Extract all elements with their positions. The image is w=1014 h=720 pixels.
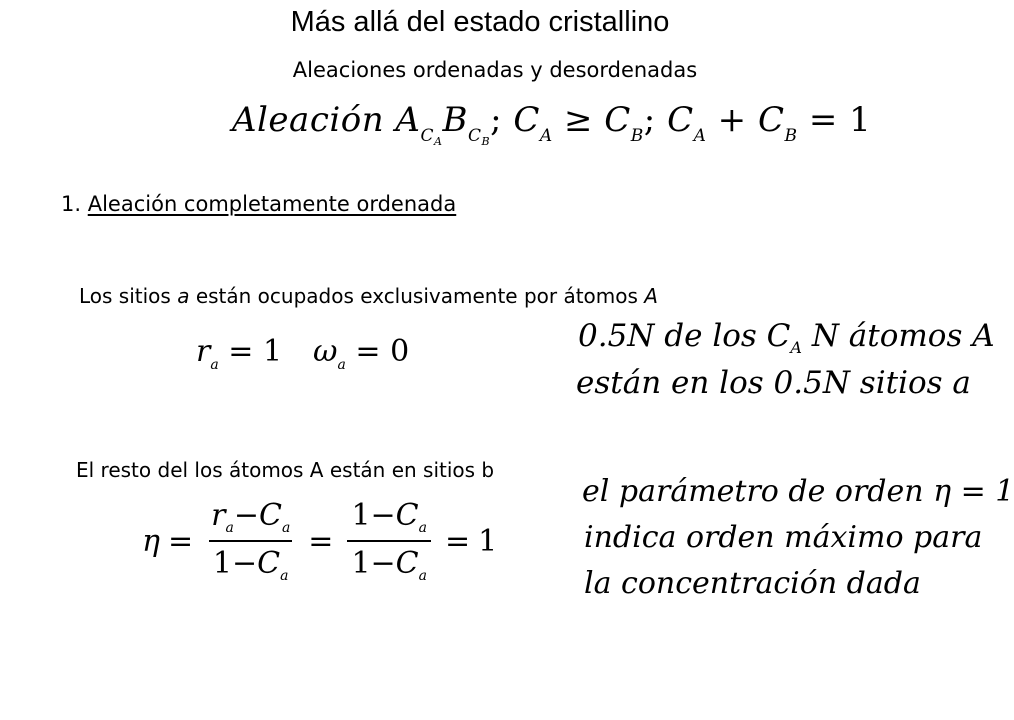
note-half-atoms-line-1 (578, 318, 995, 357)
r-symbol: r (196, 334, 211, 369)
c-a-2: C (667, 100, 694, 140)
separator-2: ; (643, 100, 656, 140)
r-sub: a (210, 357, 219, 373)
omega-symbol: ω (313, 334, 338, 369)
alloy-word: Aleación (232, 100, 385, 140)
fraction-2 (347, 498, 431, 584)
statement-rest-atoms: El resto del los átomos A están en sitios b (76, 458, 495, 482)
statement-1-atom: A (644, 284, 658, 308)
minus-sign-4: − (370, 546, 396, 581)
statement-1-site: a (177, 284, 190, 308)
minus-sign-1: − (233, 498, 259, 533)
section-heading (61, 192, 456, 216)
sub-c-b: C (467, 126, 482, 146)
c-symbol-2: C (257, 546, 281, 581)
omega-a-equation (313, 334, 409, 373)
note-half-atoms-line-2: están en los 0.5N sitios a (576, 365, 971, 401)
eta-result: 1 (478, 523, 498, 559)
alloy-definition-equation (232, 100, 871, 148)
section-number: 1. (61, 192, 82, 216)
statement-1-prefix: Los sitios (79, 284, 178, 308)
note-1-line-1-end: N átomos A (811, 318, 995, 354)
note-order-line-2: indica orden máximo para (584, 520, 983, 555)
sub-sub-a: A (434, 135, 443, 148)
c-b-sub-2: B (784, 126, 798, 146)
c-b-sub: B (630, 126, 644, 146)
one-value: 1 (849, 100, 872, 140)
minus-sign-3: − (370, 498, 396, 533)
sub-c: C (420, 126, 434, 146)
c-sub-2: a (280, 568, 289, 584)
statement-sites-a (79, 284, 658, 308)
separator: ; (490, 100, 503, 140)
statement-1-middle: están ocupados exclusivamente por átomos (189, 284, 645, 308)
omega-equals: = (355, 334, 381, 369)
c-b-2: C (757, 100, 785, 140)
r-sub-frac: a (225, 520, 234, 536)
one-3: 1 (351, 546, 371, 581)
r-value: 1 (262, 334, 283, 369)
minus-sign-2: − (232, 546, 258, 581)
equals-sign: = (808, 100, 838, 140)
geq-sign: ≥ (563, 100, 593, 140)
fraction-2-denominator (347, 540, 431, 584)
note-1-line-1-sub: A (790, 338, 802, 358)
c-a: C (513, 100, 540, 140)
c-a-sub-2: A (693, 126, 707, 146)
c-sub-1: a (281, 520, 291, 536)
r-equals: = (228, 334, 254, 369)
section-label: Aleación completamente ordenada (87, 192, 457, 216)
r-a-equation (196, 334, 282, 373)
eta-equals-3: = (445, 523, 471, 559)
c-symbol-3: C (395, 498, 419, 533)
eta-equals-2: = (308, 523, 334, 559)
note-1-line-1: 0.5N de los C (578, 318, 791, 354)
fraction-2-numerator (347, 498, 431, 540)
eta-symbol: η (142, 523, 160, 559)
omega-value: 0 (390, 334, 410, 369)
one-1: 1 (212, 546, 233, 581)
c-sub-4: a (418, 568, 427, 584)
r-symbol-frac: r (211, 498, 226, 533)
c-symbol-1: C (258, 498, 282, 533)
sub-sub-b: B (481, 135, 491, 148)
one-2: 1 (351, 498, 371, 533)
fraction-1-numerator (207, 498, 294, 540)
note-1-line-1-space (802, 318, 812, 354)
c-a-sub: A (539, 126, 553, 146)
order-parameter-equation (142, 498, 497, 584)
slide-title: Más allá del estado cristallino (290, 6, 670, 38)
note-order-line-3: la concentración dada (584, 566, 921, 601)
fraction-1-denominator (209, 540, 293, 584)
symbol-a: A (395, 100, 421, 140)
fraction-1 (207, 498, 294, 584)
c-symbol-4: C (395, 546, 419, 581)
omega-sub: a (337, 357, 346, 373)
c-sub-3: a (418, 520, 427, 536)
plus-sign: + (717, 100, 747, 140)
note-order-line-1: el parámetro de orden η = 1 (582, 474, 1014, 509)
eta-equals-1: = (167, 523, 194, 559)
slide-subtitle: Aleaciones ordenadas y desordenadas (292, 58, 698, 82)
symbol-b: B (442, 100, 468, 140)
c-b: C (604, 100, 631, 140)
